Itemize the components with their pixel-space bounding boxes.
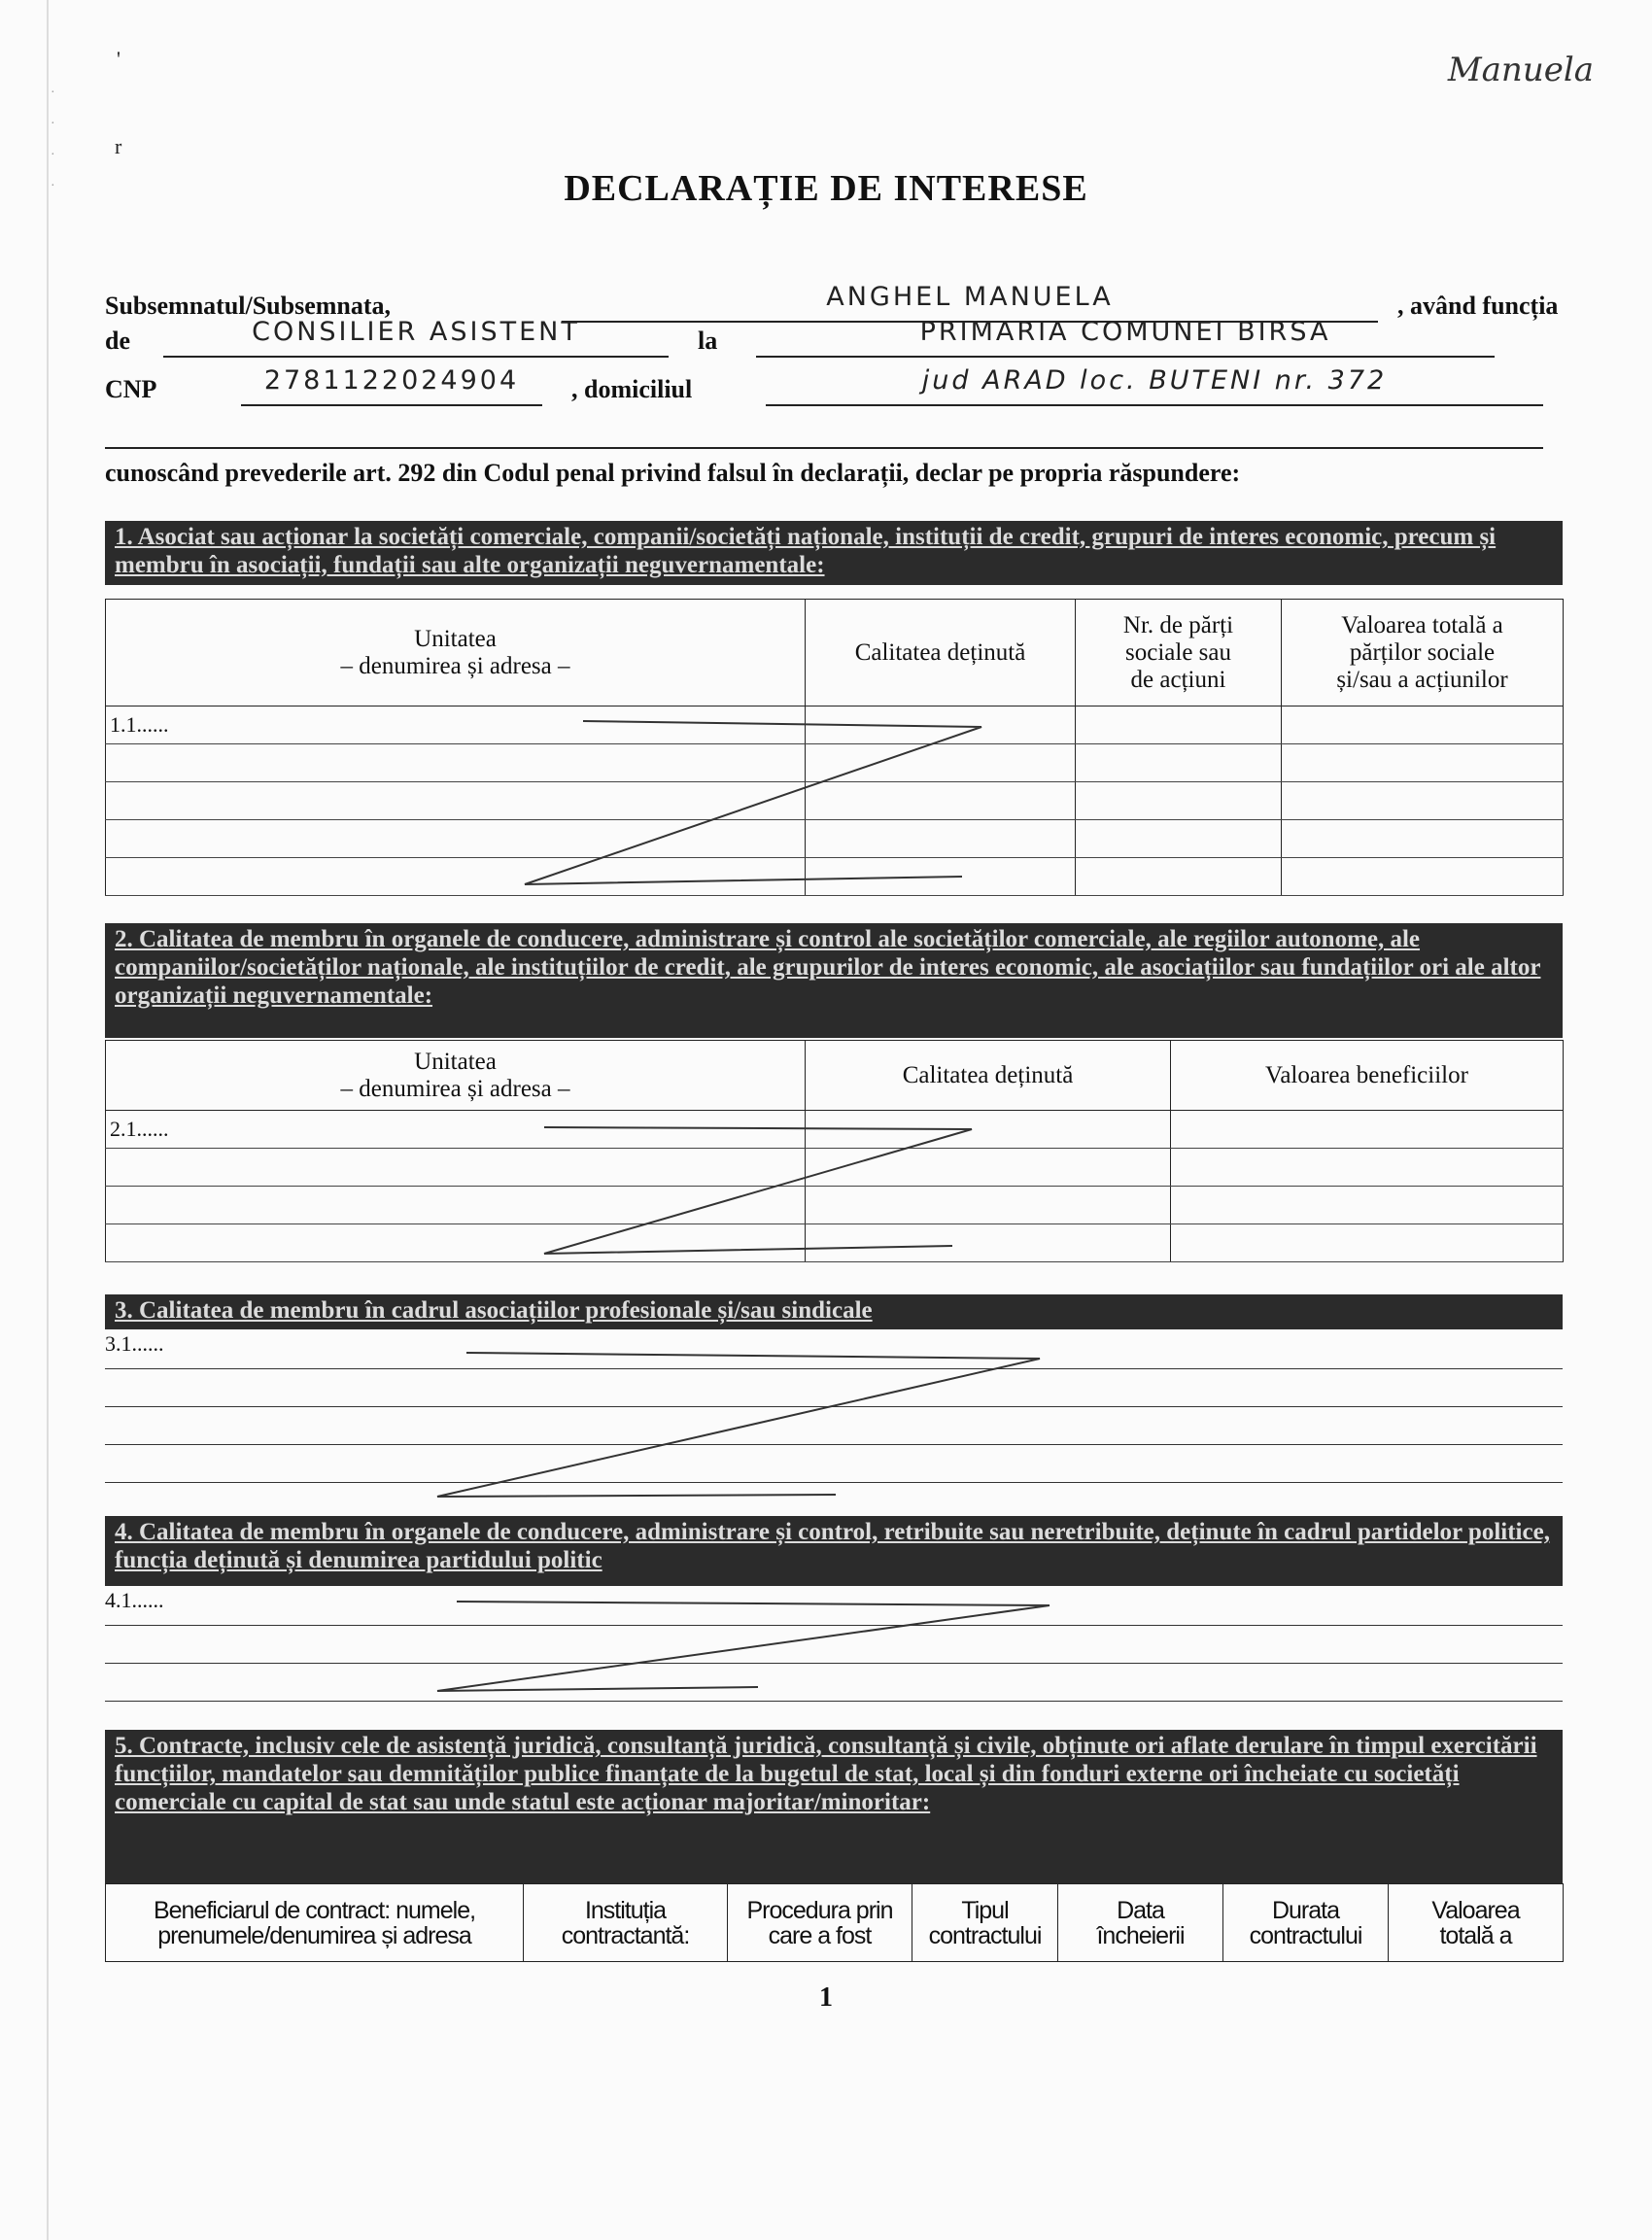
table-cell[interactable] [1282, 820, 1564, 858]
table-cell[interactable] [806, 782, 1076, 820]
handwritten-signature: Manuela [1447, 51, 1594, 89]
section-3-heading [105, 1294, 1563, 1329]
section-5-table [105, 1883, 1564, 1962]
table-cell[interactable]: 2.1...... [106, 1111, 806, 1149]
column-header-calitatea: Calitatea deținută [806, 600, 1076, 706]
table-cell[interactable] [106, 744, 806, 782]
table-cell[interactable] [106, 1149, 806, 1187]
table-cell[interactable] [1171, 1149, 1564, 1187]
column-header-durata: Durata contractului [1223, 1884, 1389, 1962]
de-label: de [105, 327, 130, 355]
column-header-calitatea: Calitatea deținută [806, 1041, 1171, 1111]
page-number: 1 [819, 1982, 833, 2013]
section-1-table [105, 599, 1564, 896]
table-cell[interactable]: 1.1...... [106, 706, 806, 744]
column-header-valoarea-beneficiilor: Valoarea beneficiilor [1171, 1041, 1564, 1111]
section-4-heading [105, 1516, 1563, 1586]
table-cell[interactable] [1171, 1224, 1564, 1262]
section-2-heading-text: 2. Calitatea de membru în organele de conducere, administrare și control ale societăților comerciale, ale regiilor autonome, ale companiilor/societăților naționale, ale instituțiilor de credit, ale grupurilor de interes economic, ale asociațiilor sau fundațiilor ori ale altor organizații neguvernamentale: [115, 926, 1541, 1009]
entry-line[interactable] [105, 1626, 1563, 1664]
cnp-field[interactable]: 2781122024904 [241, 365, 542, 406]
column-header-data: Data încheierii [1058, 1884, 1223, 1962]
section-4-heading-text: 4. Calitatea de membru în organele de conducere, administrare și control, retribuite sau neretribuite, deținute în cadrul partidelor politice, funcția deținută și denumirea partidului politic [115, 1519, 1550, 1573]
function-field[interactable]: CONSILIER ASISTENT [163, 317, 669, 358]
entry-line[interactable]: 4.1...... [105, 1588, 1563, 1626]
entry-line[interactable] [105, 1369, 1563, 1407]
section-2-heading [105, 923, 1563, 1038]
section-1-heading-text: 1. Asociat sau acționar la societăți comerciale, companii/societăți naționale, instituții de credit, grupuri de interes economic, precum și membru în asociații, fundații sau alte organizații neguvernamentale: [115, 524, 1497, 578]
table-cell[interactable] [1282, 706, 1564, 744]
section-1-heading [105, 521, 1563, 585]
corner-mark: r [115, 134, 122, 158]
table-cell[interactable] [1076, 744, 1282, 782]
name-field[interactable]: ANGHEL MANUELA [562, 282, 1378, 323]
table-cell[interactable] [1076, 820, 1282, 858]
corner-mark: ' [117, 47, 120, 71]
table-cell[interactable] [806, 1111, 1171, 1149]
table-cell[interactable] [806, 1187, 1171, 1224]
column-header-procedura: Procedura prin care a fost [728, 1884, 912, 1962]
la-label: la [698, 327, 718, 355]
legal-statement: cunoscând prevederile art. 292 din Codul penal privind falsul în declarații, declar pe propria răspundere: [105, 459, 1241, 487]
table-cell[interactable] [1171, 1187, 1564, 1224]
table-cell[interactable] [806, 706, 1076, 744]
address-continuation-field[interactable] [105, 408, 1543, 449]
scan-edge [47, 0, 49, 2240]
column-header-beneficiar: Beneficiarul de contract: numele, prenumele/denumirea și adresa [106, 1884, 524, 1962]
entry-line[interactable]: 3.1...... [105, 1331, 1563, 1369]
table-cell[interactable] [1171, 1111, 1564, 1149]
entry-line[interactable] [105, 1407, 1563, 1445]
margin-marks: · · · · [51, 86, 55, 193]
table-cell[interactable] [1076, 706, 1282, 744]
table-cell[interactable] [1076, 858, 1282, 896]
table-cell[interactable] [806, 1149, 1171, 1187]
institution-field[interactable]: PRIMARIA COMUNEI BIRSA [756, 317, 1495, 358]
entry-line[interactable] [105, 1445, 1563, 1483]
cnp-label: CNP [105, 375, 157, 403]
table-cell[interactable] [106, 820, 806, 858]
table-cell[interactable] [106, 782, 806, 820]
avand-label: , având funcția [1397, 292, 1559, 320]
section-4-rows [105, 1588, 1563, 1702]
column-header-institutia: Instituția contractantă: [524, 1884, 728, 1962]
section-3-heading-text: 3. Calitatea de membru în cadrul asociațiilor profesionale și/sau sindicale [115, 1297, 873, 1324]
section-5-heading [105, 1730, 1563, 1883]
column-header-nr-parti: Nr. de părți sociale sau de acțiuni [1076, 600, 1282, 706]
table-cell[interactable] [1282, 782, 1564, 820]
table-cell[interactable] [106, 858, 806, 896]
table-cell[interactable] [1282, 744, 1564, 782]
column-header-valoarea: Valoarea totală a părților sociale și/sau a acțiunilor [1282, 600, 1564, 706]
address-continuation-line [105, 400, 1543, 455]
document-title: DECLARAȚIE DE INTERESE [564, 168, 1088, 209]
table-cell[interactable] [806, 820, 1076, 858]
table-cell[interactable] [106, 1224, 806, 1262]
domiciliul-label: , domiciliul [571, 375, 693, 403]
column-header-unitatea: Unitatea – denumirea și adresa – [106, 1041, 806, 1111]
table-cell[interactable] [806, 1224, 1171, 1262]
column-header-tipul: Tipul contractului [912, 1884, 1058, 1962]
table-cell[interactable] [106, 1187, 806, 1224]
entry-line[interactable] [105, 1664, 1563, 1702]
table-cell[interactable] [1282, 858, 1564, 896]
section-5-heading-text: 5. Contracte, inclusiv cele de asistență juridică, consultanță juridică, consultanță și civile, obținute ori aflate derulare în timpul exercitării funcțiilor, mandatelor sau demnităților publice finanțate de la bugetul de stat, local și din fonduri externe ori încheiate cu societăți comerciale cu capital de stat sau unde statul este acționar majoritar/minoritar: [115, 1733, 1537, 1815]
function-line [105, 309, 1543, 363]
subsemnat-label: Subsemnatul/Subsemnata, [105, 292, 392, 320]
table-cell[interactable] [806, 858, 1076, 896]
column-header-valoarea-totala: Valoarea totală a [1389, 1884, 1564, 1962]
table-cell[interactable] [806, 744, 1076, 782]
table-cell[interactable] [1076, 782, 1282, 820]
section-2-table [105, 1040, 1564, 1262]
section-3-rows [105, 1331, 1563, 1521]
column-header-unitatea: Unitatea – denumirea și adresa – [106, 600, 806, 706]
address-field[interactable]: jud ARAD loc. BUTENI nr. 372 [766, 365, 1543, 406]
